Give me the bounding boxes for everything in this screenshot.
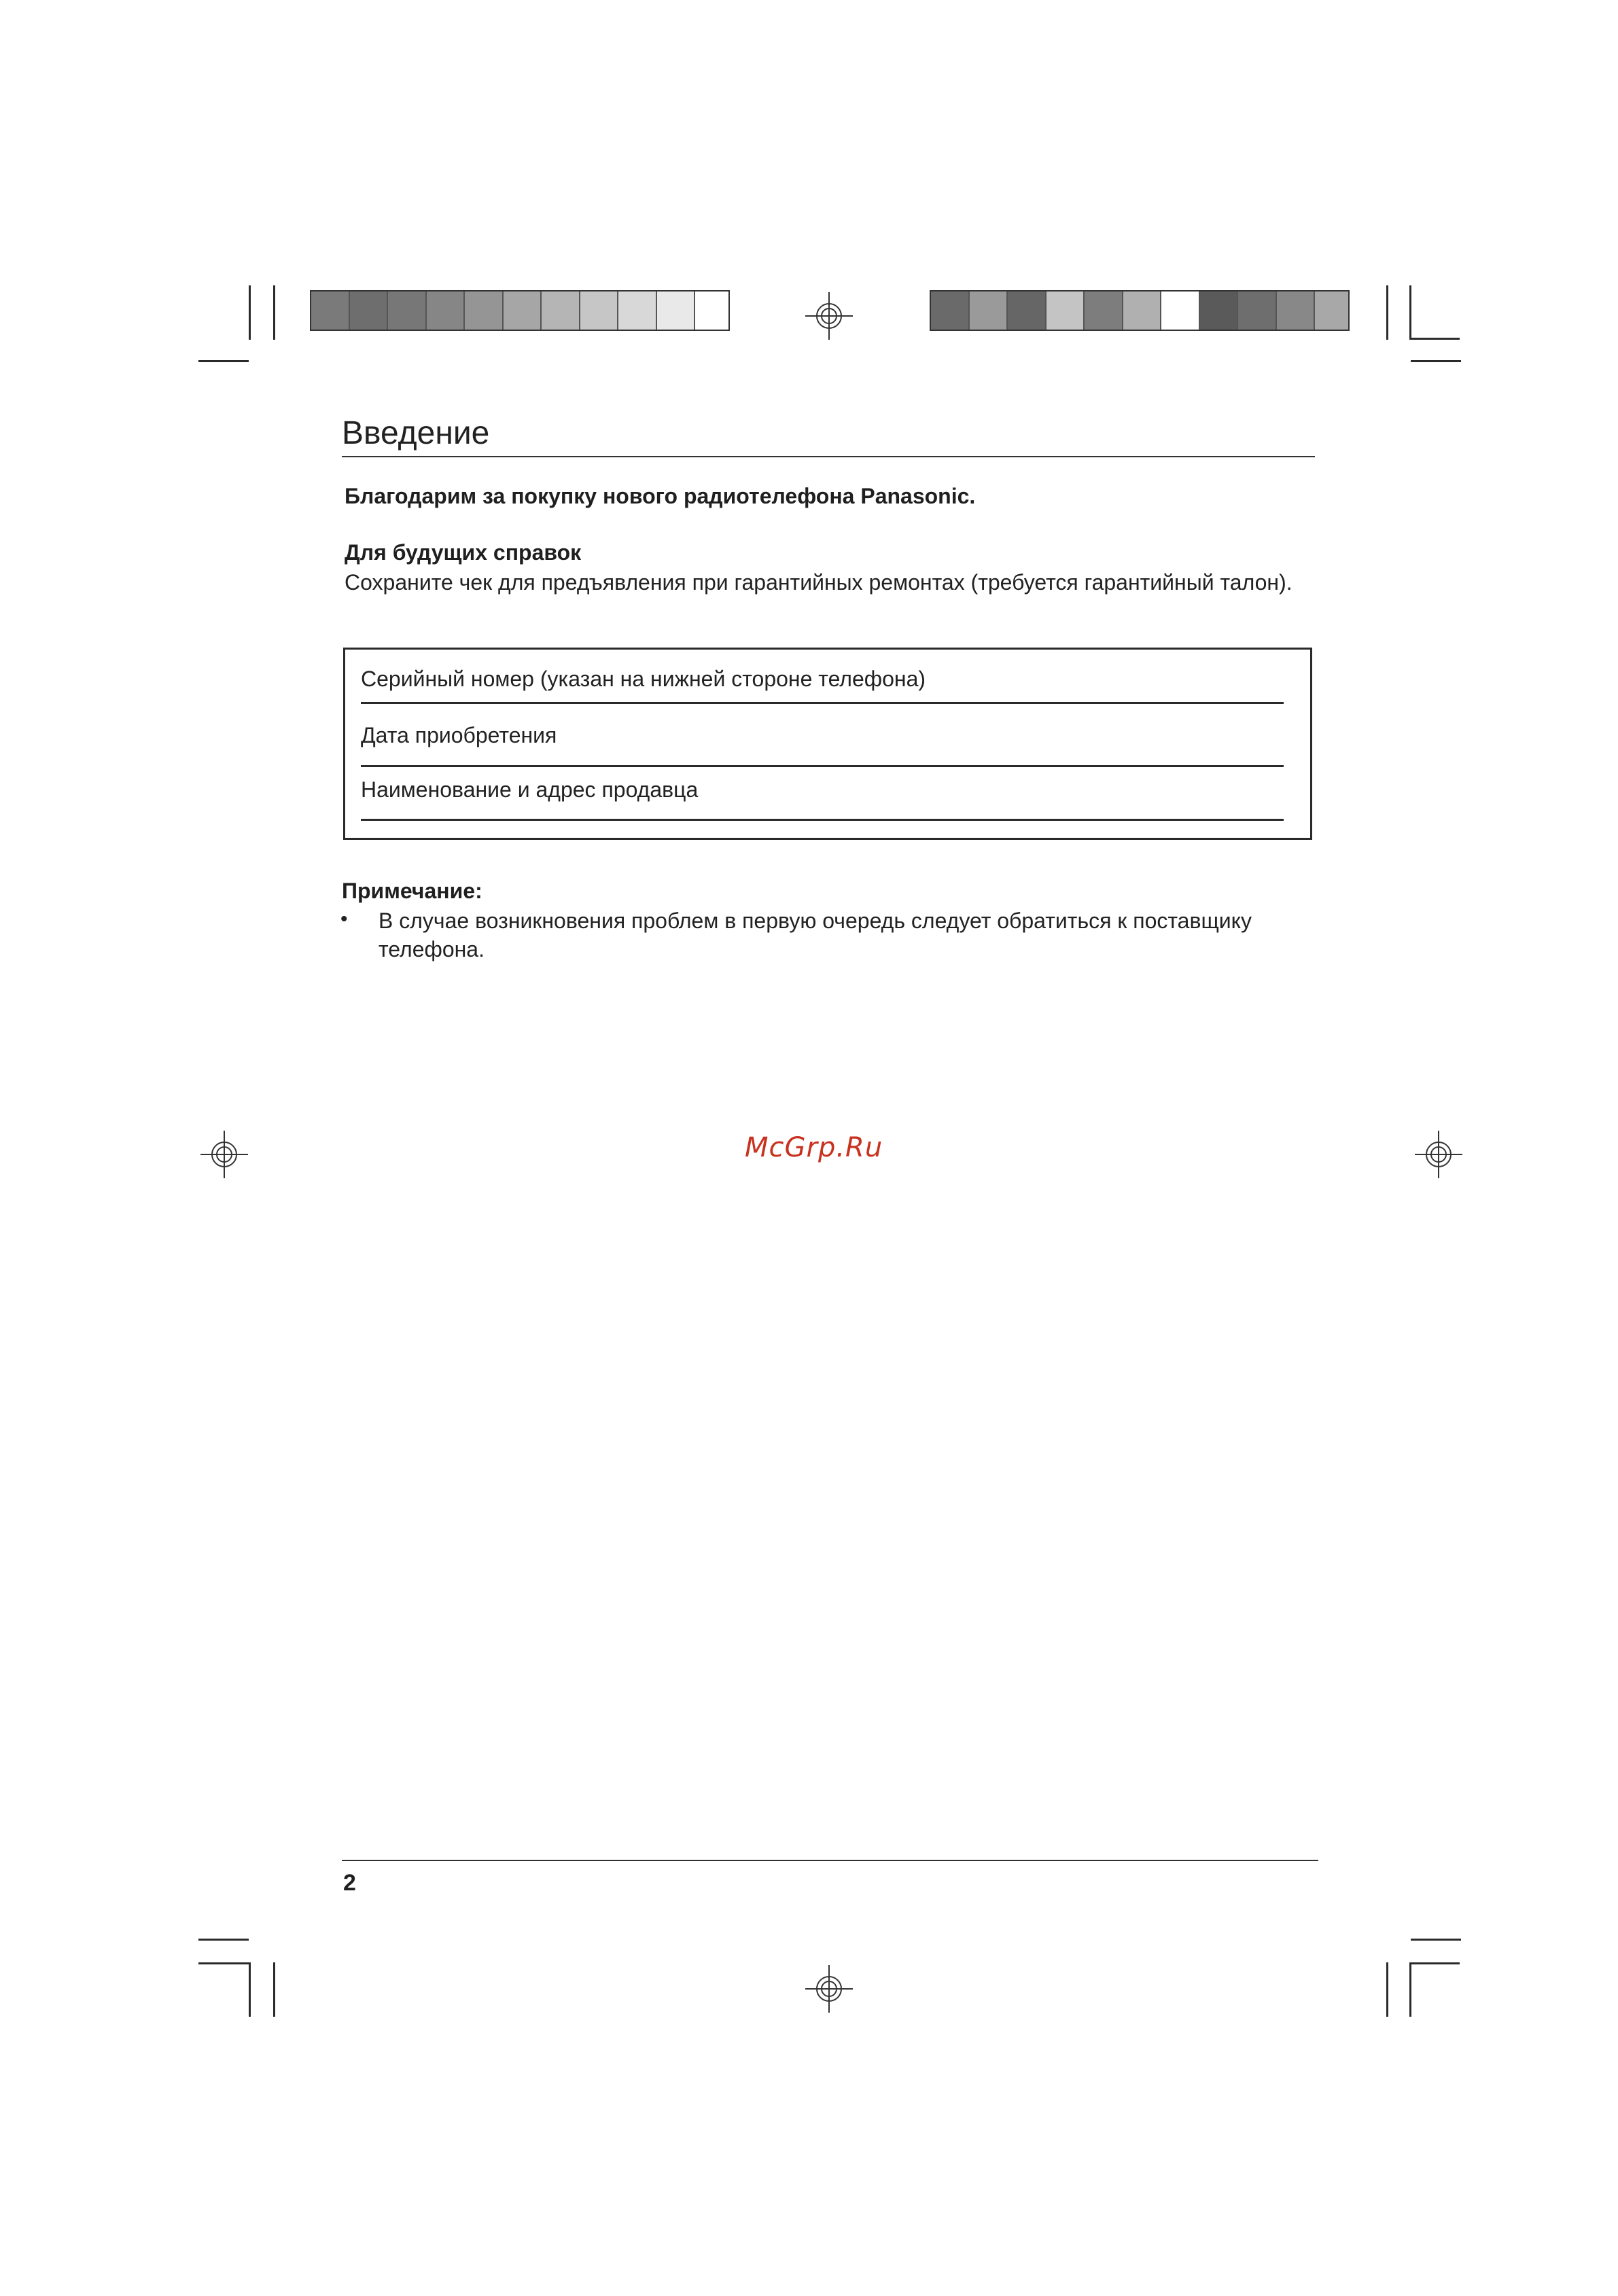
footer-divider xyxy=(342,1860,1318,1861)
registration-mark-top-icon xyxy=(805,292,853,340)
note-bullet: • xyxy=(340,908,348,930)
dealer-name-address-line xyxy=(361,819,1284,821)
note-title: Примечание: xyxy=(342,879,482,903)
registration-mark-bottom-icon xyxy=(805,1965,853,2013)
thanks-text: Благодарим за покупку нового радиотелефона Panasonic. xyxy=(345,484,976,508)
registration-mark-left-icon xyxy=(200,1131,248,1178)
page-title: Введение xyxy=(342,415,490,451)
dealer-name-address-label: Наименование и адрес продавца xyxy=(361,777,699,802)
purchase-record-box xyxy=(343,648,1312,840)
purchase-date-label: Дата приобретения xyxy=(361,723,557,747)
watermark: McGrp.Ru xyxy=(745,1132,883,1163)
color-calibration-bar-right xyxy=(930,290,1350,331)
title-divider xyxy=(342,456,1315,457)
note-text: В случае возникновения проблем в первую очередь следует обратиться к поставщику телефона. xyxy=(379,908,1252,961)
future-reference-title: Для будущих справок xyxy=(345,540,582,565)
page-number: 2 xyxy=(343,1870,356,1896)
future-reference-body: Сохраните чек для предъявления при гарантийных ремонтах (требуется гарантийный талон). xyxy=(345,570,1292,595)
serial-number-label: Серийный номер (указан на нижней стороне телефона) xyxy=(361,667,926,691)
serial-number-line xyxy=(361,702,1284,704)
registration-mark-right-icon xyxy=(1415,1131,1462,1178)
purchase-date-line xyxy=(361,765,1284,767)
grayscale-calibration-bar-left xyxy=(310,290,730,331)
